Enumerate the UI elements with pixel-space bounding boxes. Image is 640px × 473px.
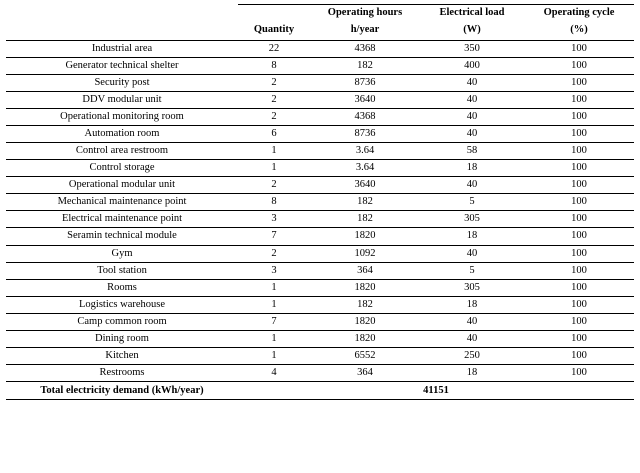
cell-cycle: 100 <box>524 126 634 143</box>
cell-cycle: 100 <box>524 228 634 245</box>
cell-load: 250 <box>420 347 524 364</box>
cell-qty: 2 <box>238 109 310 126</box>
cell-qty: 2 <box>238 74 310 91</box>
cell-name: Security post <box>6 74 238 91</box>
cell-name: Seramin technical module <box>6 228 238 245</box>
cell-hours: 3.64 <box>310 160 420 177</box>
cell-load: 5 <box>420 262 524 279</box>
header-row-line1 <box>6 5 634 23</box>
cell-cycle: 100 <box>524 194 634 211</box>
cell-load: 5 <box>420 194 524 211</box>
cell-qty: 8 <box>238 57 310 74</box>
cell-load: 40 <box>420 177 524 194</box>
cell-cycle: 100 <box>524 91 634 108</box>
cell-qty: 8 <box>238 194 310 211</box>
cell-hours: 182 <box>310 296 420 313</box>
cell-hours: 1820 <box>310 228 420 245</box>
cell-name: Logistics warehouse <box>6 296 238 313</box>
electricity-demand-table <box>6 4 634 400</box>
cell-name: Generator technical shelter <box>6 57 238 74</box>
header-cell-hours-line1: Operating hours <box>310 5 420 23</box>
header-cell-load-line1: Electrical load <box>420 5 524 23</box>
cell-cycle: 100 <box>524 330 634 347</box>
table-row <box>6 91 634 108</box>
cell-cycle: 100 <box>524 262 634 279</box>
table-row <box>6 245 634 262</box>
table-row <box>6 228 634 245</box>
cell-hours: 364 <box>310 262 420 279</box>
cell-cycle: 100 <box>524 177 634 194</box>
cell-name: Kitchen <box>6 347 238 364</box>
cell-load: 40 <box>420 245 524 262</box>
cell-load: 40 <box>420 91 524 108</box>
cell-load: 18 <box>420 296 524 313</box>
cell-hours: 8736 <box>310 74 420 91</box>
table-row <box>6 262 634 279</box>
cell-load: 40 <box>420 330 524 347</box>
cell-hours: 364 <box>310 364 420 381</box>
cell-hours: 8736 <box>310 126 420 143</box>
cell-name: Camp common room <box>6 313 238 330</box>
table-row <box>6 74 634 91</box>
table-row <box>6 109 634 126</box>
cell-name: Dining room <box>6 330 238 347</box>
cell-qty: 3 <box>238 262 310 279</box>
table-row <box>6 177 634 194</box>
table-row <box>6 211 634 228</box>
cell-name: Automation room <box>6 126 238 143</box>
cell-name: Industrial area <box>6 40 238 57</box>
cell-hours: 4368 <box>310 40 420 57</box>
table-row <box>6 143 634 160</box>
cell-qty: 2 <box>238 245 310 262</box>
cell-hours: 3.64 <box>310 143 420 160</box>
cell-cycle: 100 <box>524 279 634 296</box>
cell-cycle: 100 <box>524 57 634 74</box>
cell-cycle: 100 <box>524 40 634 57</box>
header-cell-load-line2: (W) <box>463 24 481 36</box>
table-row <box>6 364 634 381</box>
table-footer <box>6 382 634 400</box>
table-row <box>6 40 634 57</box>
table-row <box>6 330 634 347</box>
cell-qty: 2 <box>238 177 310 194</box>
cell-cycle: 100 <box>524 109 634 126</box>
cell-qty: 2 <box>238 91 310 108</box>
cell-cycle: 100 <box>524 296 634 313</box>
table-row <box>6 313 634 330</box>
cell-hours: 1820 <box>310 279 420 296</box>
cell-qty: 1 <box>238 347 310 364</box>
cell-load: 400 <box>420 57 524 74</box>
total-value: 41151 <box>238 382 634 400</box>
cell-name: Restrooms <box>6 364 238 381</box>
cell-load: 58 <box>420 143 524 160</box>
cell-cycle: 100 <box>524 347 634 364</box>
cell-load: 40 <box>420 126 524 143</box>
cell-qty: 6 <box>238 126 310 143</box>
table-row <box>6 160 634 177</box>
total-row <box>6 382 634 400</box>
table-row <box>6 194 634 211</box>
cell-name: Gym <box>6 245 238 262</box>
table-row <box>6 279 634 296</box>
cell-cycle: 100 <box>524 245 634 262</box>
cell-qty: 1 <box>238 143 310 160</box>
header-row-line2 <box>6 22 634 40</box>
cell-cycle: 100 <box>524 74 634 91</box>
table-body <box>6 40 634 381</box>
table-row <box>6 347 634 364</box>
table-row <box>6 57 634 74</box>
header-cell-quantity-line1 <box>238 5 310 23</box>
cell-hours: 3640 <box>310 91 420 108</box>
cell-hours: 1092 <box>310 245 420 262</box>
header-cell-cycle-line2: (%) <box>570 24 588 36</box>
cell-qty: 1 <box>238 296 310 313</box>
cell-name: Mechanical maintenance point <box>6 194 238 211</box>
cell-qty: 22 <box>238 40 310 57</box>
header-cell-name-line1 <box>6 5 238 23</box>
cell-cycle: 100 <box>524 160 634 177</box>
cell-load: 305 <box>420 279 524 296</box>
cell-qty: 1 <box>238 279 310 296</box>
cell-qty: 4 <box>238 364 310 381</box>
cell-qty: 1 <box>238 330 310 347</box>
cell-hours: 182 <box>310 211 420 228</box>
cell-load: 305 <box>420 211 524 228</box>
cell-hours: 4368 <box>310 109 420 126</box>
header-cell-quantity-line2: Quantity <box>253 24 295 36</box>
table-row <box>6 296 634 313</box>
cell-name: Control storage <box>6 160 238 177</box>
cell-load: 40 <box>420 313 524 330</box>
cell-name: DDV modular unit <box>6 91 238 108</box>
cell-name: Control area restroom <box>6 143 238 160</box>
cell-name: Operational modular unit <box>6 177 238 194</box>
cell-hours: 1820 <box>310 330 420 347</box>
cell-qty: 1 <box>238 160 310 177</box>
cell-hours: 3640 <box>310 177 420 194</box>
cell-name: Operational monitoring room <box>6 109 238 126</box>
cell-cycle: 100 <box>524 143 634 160</box>
cell-hours: 182 <box>310 194 420 211</box>
cell-load: 40 <box>420 109 524 126</box>
header-cell-name-line2 <box>6 22 238 40</box>
cell-load: 40 <box>420 74 524 91</box>
cell-cycle: 100 <box>524 364 634 381</box>
table-header <box>6 5 634 41</box>
cell-qty: 7 <box>238 228 310 245</box>
cell-hours: 182 <box>310 57 420 74</box>
cell-load: 350 <box>420 40 524 57</box>
cell-name: Tool station <box>6 262 238 279</box>
cell-cycle: 100 <box>524 313 634 330</box>
cell-qty: 3 <box>238 211 310 228</box>
cell-qty: 7 <box>238 313 310 330</box>
table-row <box>6 126 634 143</box>
total-label: Total electricity demand (kWh/year) <box>6 382 238 400</box>
header-cell-hours-line2: h/year <box>350 24 380 36</box>
cell-load: 18 <box>420 160 524 177</box>
cell-cycle: 100 <box>524 211 634 228</box>
header-cell-cycle-line1: Operating cycle <box>524 5 634 23</box>
cell-name: Electrical maintenance point <box>6 211 238 228</box>
cell-load: 18 <box>420 364 524 381</box>
cell-name: Rooms <box>6 279 238 296</box>
cell-hours: 6552 <box>310 347 420 364</box>
cell-load: 18 <box>420 228 524 245</box>
cell-hours: 1820 <box>310 313 420 330</box>
